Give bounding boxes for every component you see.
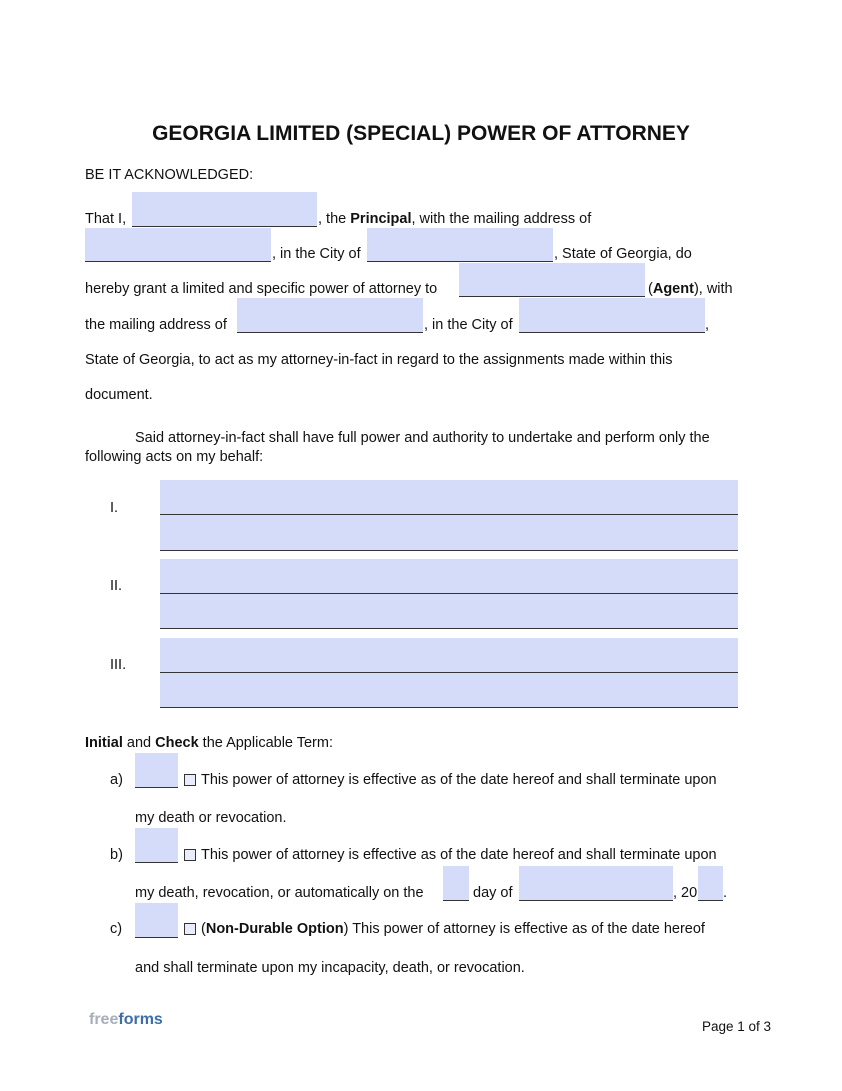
agent-label: Agent (652, 281, 694, 297)
agent-text (648, 281, 733, 297)
principal-name-field[interactable] (132, 192, 317, 227)
term-b-checkbox[interactable] (184, 849, 196, 861)
act-field-2[interactable] (160, 559, 738, 629)
principal-name-input[interactable] (132, 192, 317, 226)
applicable-text: the Applicable Term: (198, 735, 333, 751)
term-b-line1: This power of attorney is effective as of the date hereof and shall terminate upon (201, 847, 717, 863)
act-rule-3b (160, 707, 738, 708)
comma-text: , (705, 317, 710, 333)
agent-city-field[interactable] (519, 298, 705, 333)
principal-text (318, 211, 591, 227)
term-b-line2: my death, revocation, or automatically on the (135, 885, 424, 901)
in-city-of-text: , in the City of (272, 246, 361, 262)
act-field-3[interactable] (160, 638, 738, 708)
term-a-label: a) (110, 772, 123, 788)
agent-name-field[interactable] (459, 263, 645, 297)
terms-heading (85, 735, 333, 751)
freeforms-logo (89, 1011, 163, 1029)
act-input-1[interactable] (160, 480, 742, 554)
agent-name-input[interactable] (459, 263, 645, 296)
agent-city-input[interactable] (519, 298, 705, 332)
act-input-3[interactable] (160, 638, 742, 712)
document-text: document. (85, 387, 153, 403)
agent-close: ), with (693, 281, 733, 297)
term-b-year-input[interactable] (698, 866, 723, 900)
principal-address-field[interactable] (85, 228, 271, 262)
act-field-1[interactable] (160, 480, 738, 550)
term-c-initial-field[interactable] (135, 903, 178, 938)
term-b-month-input[interactable] (519, 866, 673, 900)
term-a-checkbox[interactable] (184, 774, 196, 786)
in-city-of-text-2: , in the City of (424, 317, 513, 333)
agent-open: ( (648, 281, 653, 297)
principal-address-input[interactable] (85, 228, 271, 261)
term-c-checkbox[interactable] (184, 923, 196, 935)
term-b-comma20-text: , 20 (673, 885, 698, 901)
term-a-line2: my death or revocation. (135, 810, 287, 826)
principal-city-input[interactable] (367, 228, 553, 261)
act-numeral-1: I. (110, 500, 119, 516)
non-durable-label: Non-Durable Option (205, 921, 344, 937)
principal-city-field[interactable] (367, 228, 553, 262)
term-b-label: b) (110, 847, 123, 863)
agent-address-field[interactable] (237, 298, 423, 333)
term-a-initial-field[interactable] (135, 753, 178, 788)
acknowledged-heading: BE IT ACKNOWLEDGED: (85, 167, 254, 183)
term-a-line1: This power of attorney is effective as of the date hereof and shall terminate upon (201, 772, 717, 788)
document-title: GEORGIA LIMITED (SPECIAL) POWER OF ATTORNEY (152, 122, 690, 145)
term-b-initial-input[interactable] (135, 828, 178, 862)
term-b-day-field[interactable] (443, 866, 469, 901)
act-rule-3a (160, 672, 738, 673)
principal-label: Principal (350, 211, 412, 227)
hereby-grant-text: hereby grant a limited and specific power of attorney to (85, 281, 438, 297)
check-label: Check (155, 735, 199, 751)
powers-intro-line1: Said attorney-in-fact shall have full power and authority to undertake and perform only the (135, 430, 710, 446)
powers-intro-line2: following acts on my behalf: (85, 449, 264, 465)
term-b-year-field[interactable] (698, 866, 723, 901)
term-c-rest: ) This power of attorney is effective as of the date hereof (343, 921, 705, 937)
logo-free: free (89, 1011, 119, 1028)
term-c-open: ( (201, 921, 206, 937)
page-number: Page 1 of 3 (702, 1019, 772, 1034)
term-c-line1 (201, 921, 705, 937)
agent-address-input[interactable] (237, 298, 423, 332)
mailing-address-of-text: the mailing address of (85, 317, 227, 333)
term-b-initial-field[interactable] (135, 828, 178, 863)
act-rule-2b (160, 628, 738, 629)
term-b-period: . (723, 885, 728, 901)
term-c-line2: and shall terminate upon my incapacity, death, or revocation. (135, 960, 525, 976)
and-text: and (122, 735, 156, 751)
act-rule-1b (160, 550, 738, 551)
term-c-label: c) (110, 921, 123, 937)
act-numeral-3: III. (110, 657, 127, 673)
term-c-initial-input[interactable] (135, 903, 178, 937)
term-a-initial-input[interactable] (135, 753, 178, 787)
initial-label: Initial (85, 735, 123, 751)
term-b-day-input[interactable] (443, 866, 469, 900)
act-rule-1a (160, 514, 738, 515)
that-i-text: That I, (85, 211, 127, 227)
act-numeral-2: II. (110, 578, 123, 594)
mailing-of-text: , with the mailing address of (411, 211, 592, 227)
act-input-2[interactable] (160, 559, 742, 633)
term-b-day-of-text: day of (473, 885, 513, 901)
term-b-month-field[interactable] (519, 866, 673, 901)
logo-forms: forms (118, 1011, 163, 1028)
act-rule-2a (160, 593, 738, 594)
the-text: , the (318, 211, 351, 227)
state-act-text: State of Georgia, to act as my attorney-in-fact in regard to the assignments made within this (85, 352, 673, 368)
state-georgia-do-text: , State of Georgia, do (554, 246, 692, 262)
